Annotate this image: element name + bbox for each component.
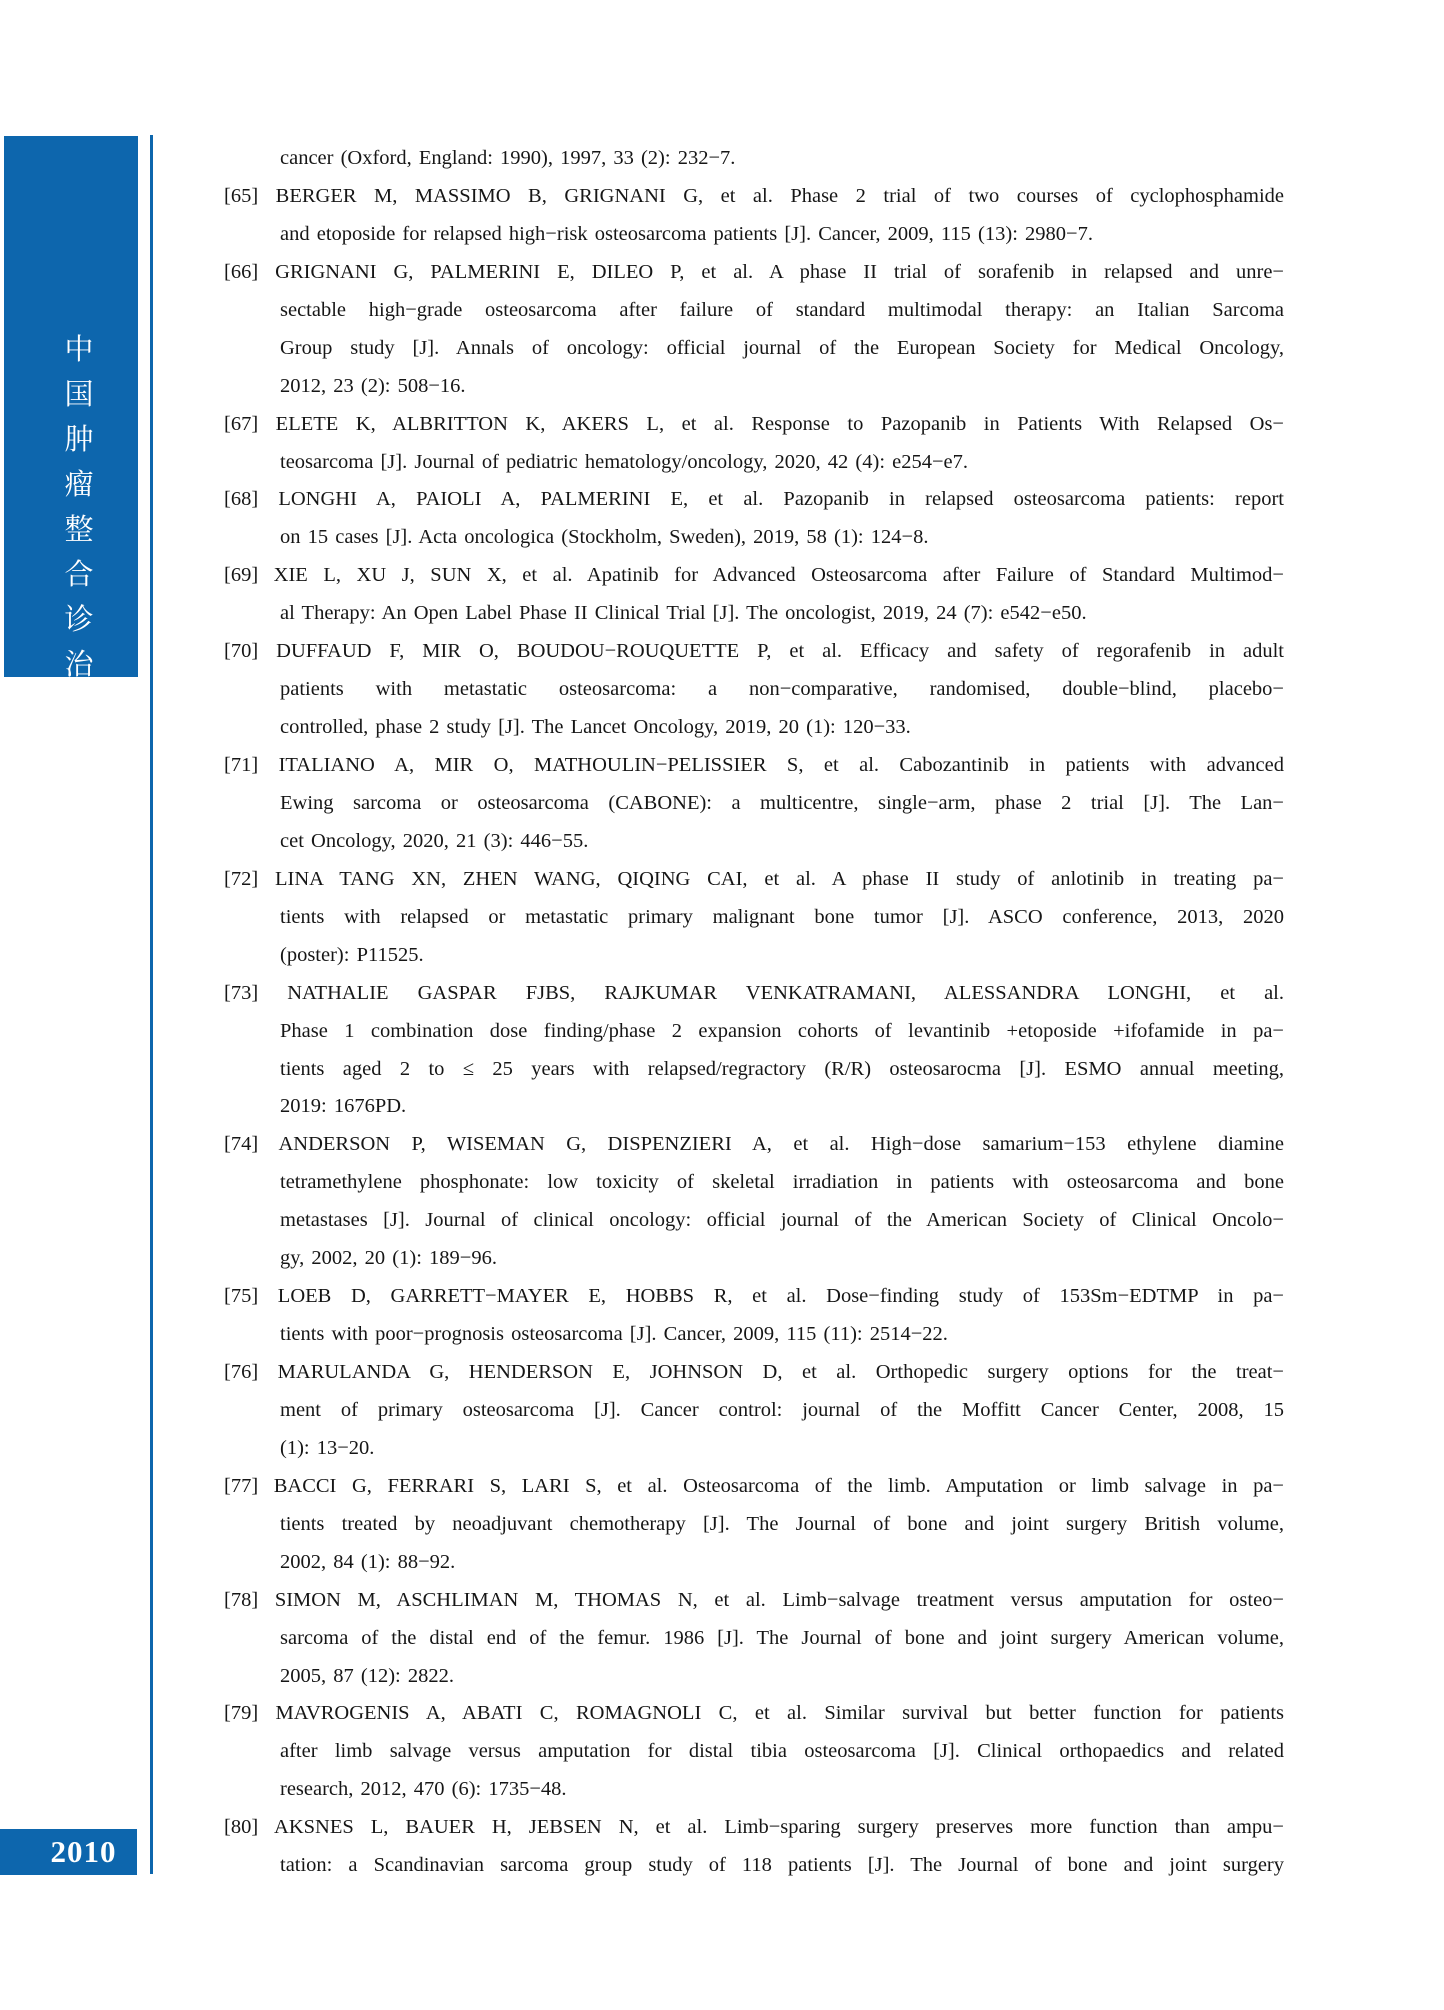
sidebar-vertical-title: 中国肿瘤整合诊治指南 bbox=[64, 334, 94, 771]
reference-line: [80] AKSNES L, BAUER H, JEBSEN N, et al. Limb−sparing surgery preserves more function than ampu− bbox=[224, 1816, 1284, 1839]
reference-line: tation: a Scandinavian sarcoma group study of 118 patients [J]. The Journal of bone and joint surgery bbox=[280, 1854, 1284, 1877]
reference-line: Ewing sarcoma or osteosarcoma (CABONE): a multicentre, single−arm, phase 2 trial [J]. The Lan− bbox=[280, 791, 1284, 814]
reference-line: 2002, 84 (1): 88−92. bbox=[280, 1550, 456, 1573]
reference-line: [76] MARULANDA G, HENDERSON E, JOHNSON D, et al. Orthopedic surgery options for the treat− bbox=[224, 1361, 1284, 1383]
reference-line: on 15 cases [J]. Acta oncologica (Stockholm, Sweden), 2019, 58 (1): 124−8. bbox=[280, 526, 929, 549]
reference-line: Group study [J]. Annals of oncology: official journal of the European Society for Medical Oncology, bbox=[280, 336, 1284, 359]
reference-line: [79] MAVROGENIS A, ABATI C, ROMAGNOLI C, et al. Similar survival but better function for patients bbox=[224, 1702, 1284, 1725]
reference-item bbox=[224, 1354, 1284, 1468]
reference-line: (poster): P11525. bbox=[280, 943, 424, 966]
reference-line: metastases [J]. Journal of clinical oncology: official journal of the American Society of Clinical Oncolo− bbox=[280, 1209, 1284, 1232]
reference-item bbox=[224, 481, 1284, 557]
reference-line: cet Oncology, 2020, 21 (3): 446−55. bbox=[280, 829, 589, 852]
reference-line: after limb salvage versus amputation for distal tibia osteosarcoma [J]. Clinical orthopaedics and related bbox=[280, 1740, 1284, 1763]
reference-line: [67] ELETE K, ALBRITTON K, AKERS L, et al. Response to Pazopanib in Patients With Relapsed Os− bbox=[224, 412, 1284, 435]
reference-line: sarcoma of the distal end of the femur. 1986 [J]. The Journal of bone and joint surgery American volume, bbox=[280, 1626, 1284, 1649]
reference-line: 2012, 23 (2): 508−16. bbox=[280, 374, 466, 397]
reference-item bbox=[224, 1695, 1284, 1809]
sidebar-banner bbox=[4, 136, 138, 771]
reference-line: gy, 2002, 20 (1): 189−96. bbox=[280, 1247, 497, 1270]
reference-item bbox=[224, 178, 1284, 254]
reference-item bbox=[224, 747, 1284, 861]
reference-line: patients with metastatic osteosarcoma: a non−comparative, randomised, double−blind, placebo− bbox=[280, 678, 1284, 701]
reference-line: sectable high−grade osteosarcoma after failure of standard multimodal therapy: an Italian Sarcoma bbox=[280, 298, 1284, 321]
reference-item bbox=[224, 1809, 1284, 1885]
reference-line: [74] ANDERSON P, WISEMAN G, DISPENZIERI A, et al. High−dose samarium−153 ethylene diamine bbox=[224, 1133, 1284, 1156]
reference-line: tients with poor−prognosis osteosarcoma [J]. Cancer, 2009, 115 (11): 2514−22. bbox=[280, 1323, 948, 1346]
reference-line: teosarcoma [J]. Journal of pediatric hematology/oncology, 2020, 42 (4): e254−e7. bbox=[280, 450, 969, 473]
reference-line: research, 2012, 470 (6): 1735−48. bbox=[280, 1778, 567, 1801]
reference-item bbox=[224, 1468, 1284, 1582]
reference-line: cancer (Oxford, England: 1990), 1997, 33 (2): 232−7. bbox=[280, 147, 736, 169]
reference-line: [75] LOEB D, GARRETT−MAYER E, HOBBS R, et al. Dose−finding study of 153Sm−EDTMP in pa− bbox=[224, 1285, 1284, 1308]
reference-line: [77] BACCI G, FERRARI S, LARI S, et al. Osteosarcoma of the limb. Amputation or limb salvage in pa− bbox=[224, 1474, 1284, 1497]
reference-line: controlled, phase 2 study [J]. The Lancet Oncology, 2019, 20 (1): 120−33. bbox=[280, 716, 911, 739]
reference-item bbox=[224, 406, 1284, 482]
reference-line: [70] DUFFAUD F, MIR O, BOUDOU−ROUQUETTE P, et al. Efficacy and safety of regorafenib in adult bbox=[224, 640, 1284, 663]
reference-line: tients with relapsed or metastatic primary malignant bone tumor [J]. ASCO conference, 2013, 2020 bbox=[280, 905, 1284, 928]
reference-item bbox=[224, 633, 1284, 747]
reference-line: [71] ITALIANO A, MIR O, MATHOULIN−PELISSIER S, et al. Cabozantinib in patients with advanced bbox=[224, 754, 1284, 776]
reference-item bbox=[224, 254, 1284, 406]
reference-item bbox=[224, 1582, 1284, 1696]
reference-item bbox=[224, 861, 1284, 975]
reference-line: tetramethylene phosphonate: low toxicity of skeletal irradiation in patients with osteosarcoma and bone bbox=[280, 1171, 1284, 1194]
reference-continuation bbox=[280, 140, 1284, 178]
reference-line: [78] SIMON M, ASCHLIMAN M, THOMAS N, et al. Limb−salvage treatment versus amputation for osteo− bbox=[224, 1588, 1284, 1611]
reference-line: [73] NATHALIE GASPAR FJBS, RAJKUMAR VENKATRAMANI, ALESSANDRA LONGHI, et al. bbox=[224, 981, 1284, 1004]
reference-item bbox=[224, 975, 1284, 1127]
reference-line: 2005, 87 (12): 2822. bbox=[280, 1664, 454, 1687]
reference-item bbox=[224, 1126, 1284, 1278]
reference-line: [72] LINA TANG XN, ZHEN WANG, QIQING CAI, et al. A phase II study of anlotinib in treating pa− bbox=[224, 867, 1284, 890]
reference-line: [68] LONGHI A, PAIOLI A, PALMERINI E, et al. Pazopanib in relapsed osteosarcoma patients: report bbox=[224, 488, 1284, 511]
reference-item bbox=[224, 1278, 1284, 1354]
reference-line: [66] GRIGNANI G, PALMERINI E, DILEO P, et al. A phase II trial of sorafenib in relapsed and unre− bbox=[224, 260, 1284, 283]
reference-line: [69] XIE L, XU J, SUN X, et al. Apatinib for Advanced Osteosarcoma after Failure of Standard Multimod− bbox=[224, 564, 1284, 587]
reference-line: Phase 1 combination dose finding/phase 2 expansion cohorts of levantinib +etoposide +ifofamide in pa− bbox=[280, 1019, 1284, 1042]
vertical-divider-rule bbox=[150, 135, 153, 1874]
reference-line: and etoposide for relapsed high−risk osteosarcoma patients [J]. Cancer, 2009, 115 (13): 2980−7. bbox=[280, 222, 1093, 245]
reference-line: 2019: 1676PD. bbox=[280, 1095, 407, 1118]
references-list bbox=[224, 140, 1284, 1885]
reference-item bbox=[224, 557, 1284, 633]
page-number-badge: 2010 bbox=[0, 1829, 137, 1875]
reference-line: [65] BERGER M, MASSIMO B, GRIGNANI G, et al. Phase 2 trial of two courses of cyclophosphamide bbox=[224, 184, 1284, 207]
reference-line: (1): 13−20. bbox=[280, 1436, 375, 1459]
reference-line: tients treated by neoadjuvant chemotherapy [J]. The Journal of bone and joint surgery British volume, bbox=[280, 1512, 1284, 1535]
reference-line: al Therapy: An Open Label Phase II Clinical Trial [J]. The oncologist, 2019, 24 (7): e542−e50. bbox=[280, 602, 1087, 625]
reference-line: tients aged 2 to ≤ 25 years with relapsed/regractory (R/R) osteosarocma [J]. ESMO annual meeting, bbox=[280, 1057, 1284, 1080]
reference-line: ment of primary osteosarcoma [J]. Cancer control: journal of the Moffitt Cancer Center, 2008, 15 bbox=[280, 1398, 1284, 1421]
